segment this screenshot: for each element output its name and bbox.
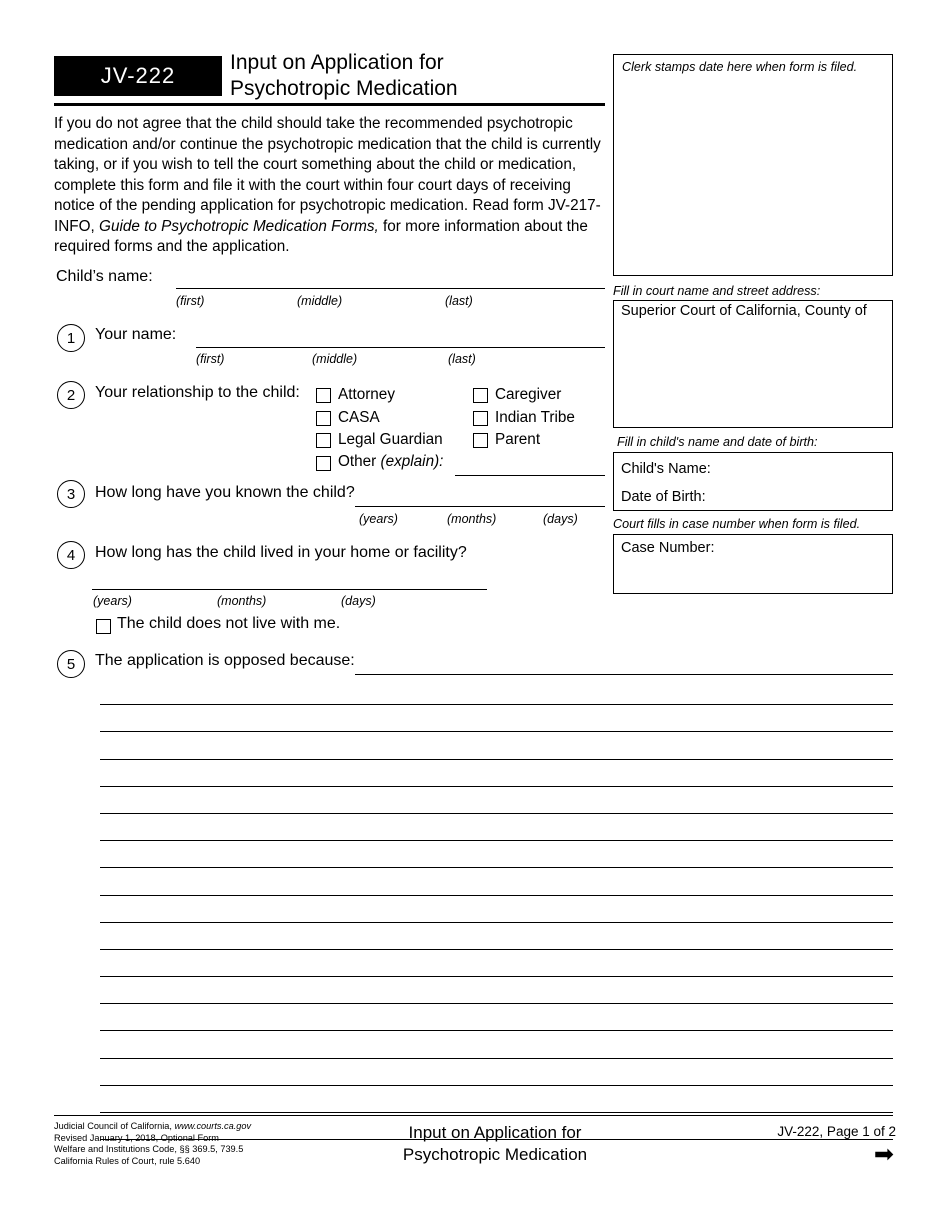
your-name-input-line[interactable] <box>196 347 605 348</box>
question-2-number: 2 <box>57 381 85 409</box>
footer-left-text <box>54 1121 251 1167</box>
footer-center-line1: Input on Application for <box>408 1123 582 1142</box>
footer-line-3: Welfare and Institutions Code, §§ 369.5, 739.5 <box>54 1144 244 1155</box>
answer-line[interactable] <box>100 814 893 841</box>
known-child-months-hint: (months) <box>447 512 497 526</box>
known-child-duration-line[interactable] <box>355 506 605 507</box>
lived-in-home-days-hint: (days) <box>341 594 376 608</box>
clerk-stamp-label: Clerk stamps date here when form is filed. <box>622 60 858 74</box>
label-casa: CASA <box>338 409 380 426</box>
instructions-part2: for more information about the required forms and the application. <box>54 217 588 255</box>
title-divider <box>54 103 605 106</box>
checkbox-other[interactable] <box>316 456 331 471</box>
question-1-number: 1 <box>57 324 85 352</box>
question-1-label: Your name: <box>95 326 177 343</box>
answer-line[interactable] <box>100 841 893 868</box>
child-name-field-label: Child's Name: <box>621 461 711 477</box>
form-title <box>230 50 605 102</box>
known-child-days-hint: (days) <box>543 512 578 526</box>
checkbox-parent[interactable] <box>473 433 488 448</box>
answer-line[interactable] <box>100 1059 893 1086</box>
answer-line[interactable] <box>100 1086 893 1113</box>
your-name-middle-hint: (middle) <box>312 352 358 366</box>
label-caregiver: Caregiver <box>495 386 562 403</box>
opposition-first-line[interactable] <box>355 674 893 675</box>
child-name-middle-hint: (middle) <box>297 294 343 308</box>
label-attorney: Attorney <box>338 386 395 403</box>
child-name-last-hint: (last) <box>445 294 473 308</box>
checkbox-indian-tribe[interactable] <box>473 411 488 426</box>
court-address-box[interactable] <box>613 300 893 428</box>
question-5-label: The application is opposed because: <box>95 652 355 669</box>
footer-website: www.courts.ca.gov <box>174 1121 252 1131</box>
other-explain-input-line[interactable] <box>455 475 605 476</box>
child-name-input-line[interactable] <box>176 288 605 289</box>
arrow-right-icon: ➡ <box>873 1141 894 1168</box>
answer-line[interactable] <box>100 705 893 732</box>
instructions-part1: If you do not agree that the child should take the recommended psychotropic medication and/or continue the psychotropic medication that the child is currently taking, or if you wish to tell the court something about the child or medication, complete this form and file it with the court within four court days of receiving notice of the pending application for psychotropic medication. Read form JV-217-INFO, <box>54 115 601 235</box>
child-info-label: Fill in child's name and date of birth: <box>617 435 818 449</box>
answer-line[interactable] <box>100 678 893 705</box>
footer-line-4: California Rules of Court, rule 5.640 <box>54 1155 201 1166</box>
footer-divider <box>54 1115 893 1116</box>
footer-line-2: Revised January 1, 2018, Optional Form <box>54 1132 219 1143</box>
footer-council: Judicial Council of California, <box>54 1121 175 1131</box>
label-parent: Parent <box>495 431 541 448</box>
known-child-years-hint: (years) <box>359 512 398 526</box>
case-number-label: Court fills in case number when form is filed. <box>613 517 861 531</box>
clerk-stamp-box <box>613 54 893 276</box>
label-child-does-not-live-with-me: The child does not live with me. <box>117 615 341 632</box>
lived-in-home-duration-line[interactable] <box>92 589 487 590</box>
opposition-answer-lines[interactable] <box>100 678 893 1140</box>
lived-in-home-years-hint: (years) <box>93 594 132 608</box>
answer-line[interactable] <box>100 868 893 895</box>
answer-line[interactable] <box>100 787 893 814</box>
answer-line[interactable] <box>100 977 893 1004</box>
child-name-label: Child’s name: <box>56 268 153 285</box>
label-other <box>338 453 443 471</box>
answer-line[interactable] <box>100 923 893 950</box>
checkbox-legal-guardian[interactable] <box>316 433 331 448</box>
label-indian-tribe: Indian Tribe <box>495 409 575 426</box>
label-other-explain: (explain): <box>380 453 444 470</box>
answer-line[interactable] <box>100 1004 893 1031</box>
answer-line[interactable] <box>100 732 893 759</box>
question-3-number: 3 <box>57 480 85 508</box>
checkbox-child-does-not-live-with-me[interactable] <box>96 619 111 634</box>
question-3-label: How long have you known the child? <box>95 484 355 501</box>
court-address-label: Fill in court name and street address: <box>613 284 821 298</box>
checkbox-casa[interactable] <box>316 411 331 426</box>
footer-line-1 <box>54 1121 251 1133</box>
case-number-field-label: Case Number: <box>621 540 715 556</box>
your-name-last-hint: (last) <box>448 352 476 366</box>
instructions-italic: Guide to Psychotropic Medication Forms, <box>99 217 379 235</box>
child-name-first-hint: (first) <box>176 294 205 308</box>
label-other-text: Other <box>338 453 377 470</box>
answer-line[interactable] <box>100 760 893 787</box>
question-5-number: 5 <box>57 650 85 678</box>
form-number-badge: JV-222 <box>54 56 222 96</box>
footer-center-title <box>330 1122 660 1166</box>
checkbox-attorney[interactable] <box>316 388 331 403</box>
answer-line[interactable] <box>100 1031 893 1058</box>
lived-in-home-months-hint: (months) <box>217 594 267 608</box>
date-of-birth-field-label: Date of Birth: <box>621 489 706 505</box>
question-4-label: How long has the child lived in your home or facility? <box>95 544 467 561</box>
form-title-line2: Psychotropic Medication <box>230 77 458 100</box>
form-title-line1: Input on Application for <box>230 51 444 74</box>
your-name-first-hint: (first) <box>196 352 225 366</box>
answer-line[interactable] <box>100 950 893 977</box>
court-name-value: Superior Court of California, County of <box>621 303 867 319</box>
answer-line[interactable] <box>100 896 893 923</box>
footer-page-info: JV-222, Page 1 of 2 <box>777 1124 896 1139</box>
question-2-label: Your relationship to the child: <box>95 384 300 401</box>
question-4-number: 4 <box>57 541 85 569</box>
checkbox-caregiver[interactable] <box>473 388 488 403</box>
label-legal-guardian: Legal Guardian <box>338 431 443 448</box>
footer-center-line2: Psychotropic Medication <box>402 1145 588 1164</box>
instructions-paragraph <box>54 114 605 258</box>
